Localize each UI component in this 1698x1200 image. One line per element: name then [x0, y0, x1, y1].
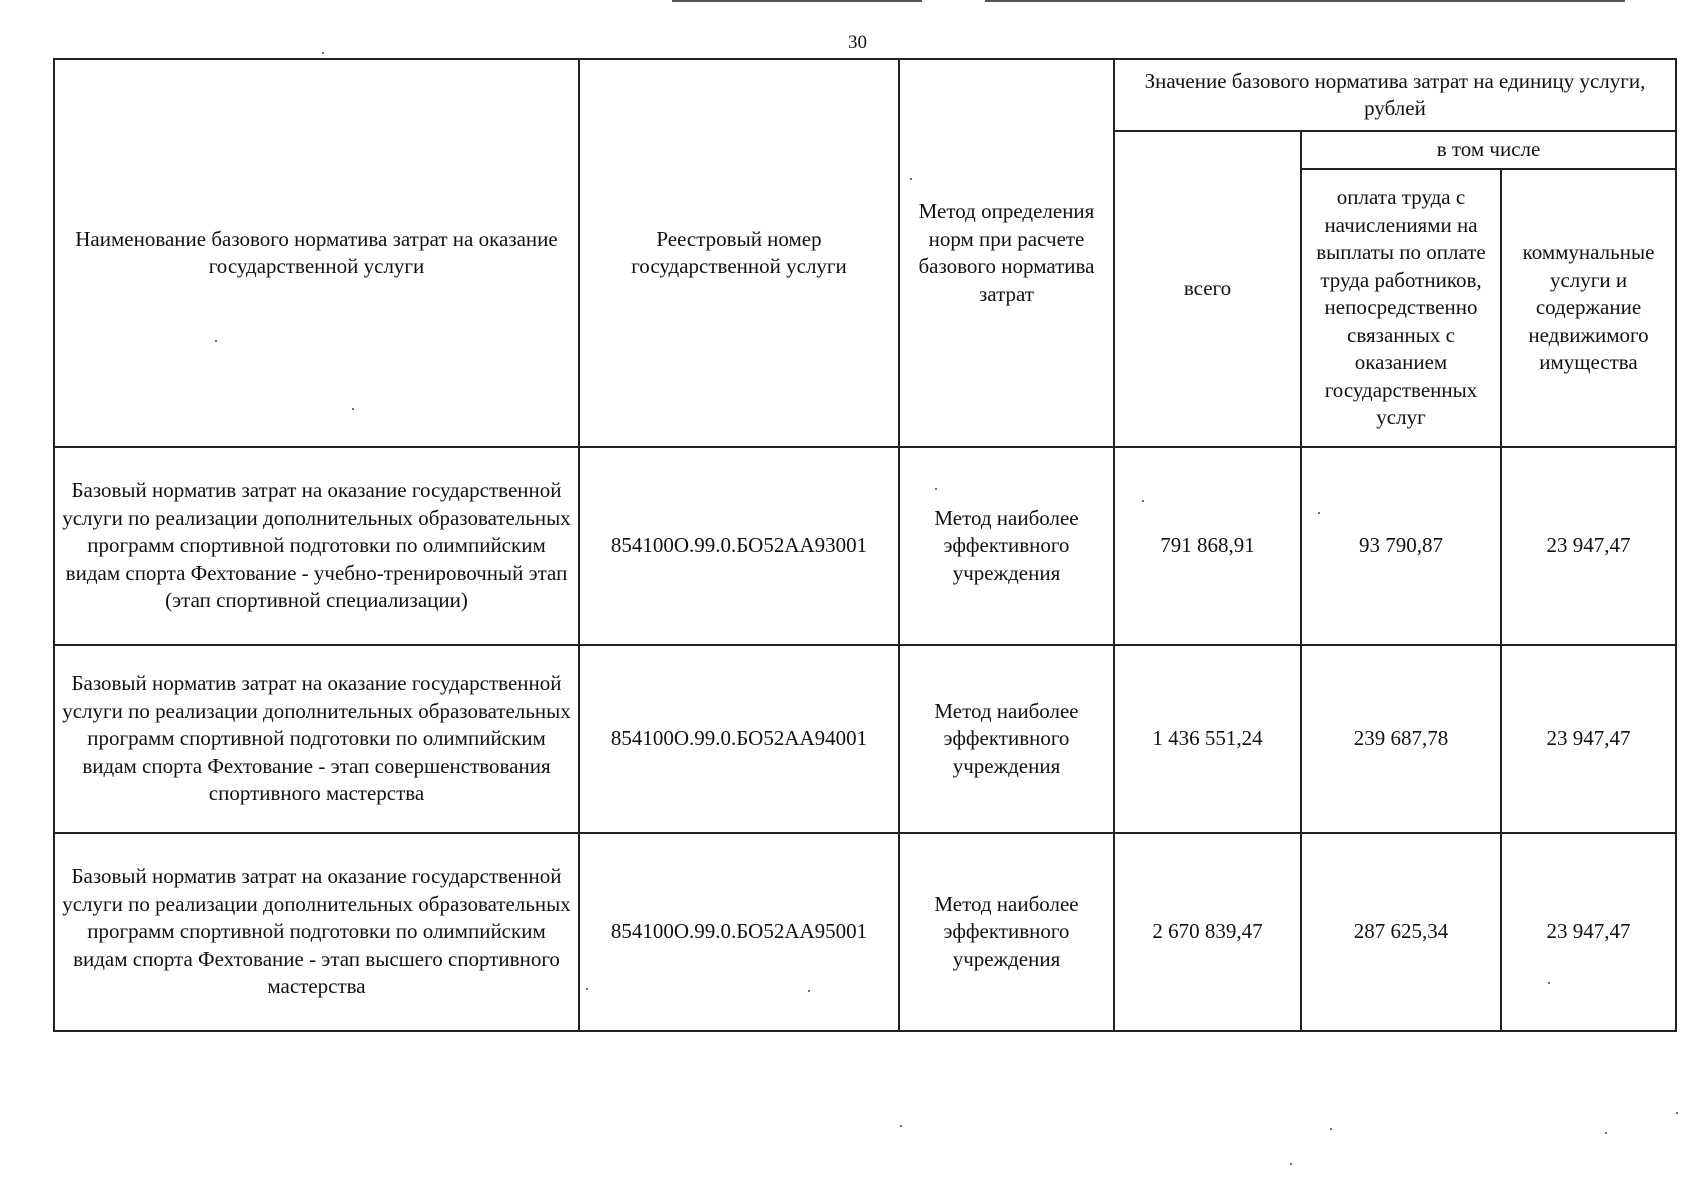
header-row-group	[54, 59, 1676, 131]
scan-speck	[1605, 1132, 1607, 1134]
cell-total: 791 868,91	[1114, 447, 1301, 645]
cell-utilities: 23 947,47	[1501, 447, 1676, 645]
header-value-group: Значение базового норматива затрат на единицу услуги, рублей	[1114, 59, 1676, 131]
scan-speck	[1290, 1163, 1292, 1165]
header-including: в том числе	[1301, 131, 1676, 169]
scan-speck	[935, 488, 937, 490]
cell-registry-number: 854100О.99.0.БО52АА93001	[579, 447, 899, 645]
scan-speck	[586, 988, 588, 990]
cell-total: 1 436 551,24	[1114, 645, 1301, 833]
cell-labor: 239 687,78	[1301, 645, 1501, 833]
scan-speck	[1142, 500, 1144, 502]
cell-name: Базовый норматив затрат на оказание государственной услуги по реализации дополнительных образовательных программ спортивной подготовки по олимпийским видам спорта Фехтование - этап высшего спортивного мастерства	[54, 833, 579, 1031]
scan-speck	[1318, 512, 1320, 514]
scan-speck	[1330, 1128, 1332, 1130]
scan-speck	[215, 340, 217, 342]
cell-utilities: 23 947,47	[1501, 833, 1676, 1031]
scan-speck	[1548, 982, 1550, 984]
header-utilities: коммунальные услуги и содержание недвижимого имущества	[1501, 169, 1676, 447]
header-total: всего	[1114, 131, 1301, 447]
norm-cost-table	[53, 58, 1677, 1032]
top-edge-rule	[672, 0, 922, 2]
scan-speck	[322, 52, 324, 54]
header-name: Наименование базового норматива затрат на оказание государственной услуги	[54, 59, 579, 447]
header-labor: оплата труда с начислениями на выплаты по оплате труда работников, непосредственно связанных с оказанием государственных услуг	[1301, 169, 1501, 447]
table-row	[54, 645, 1676, 833]
header-method: Метод определения норм при расчете базового норматива затрат	[899, 59, 1114, 447]
cell-method: Метод наиболее эффективного учреждения	[899, 833, 1114, 1031]
cell-method: Метод наиболее эффективного учреждения	[899, 645, 1114, 833]
cell-method: Метод наиболее эффективного учреждения	[899, 447, 1114, 645]
scan-speck	[808, 990, 810, 992]
table-row	[54, 833, 1676, 1031]
cell-name: Базовый норматив затрат на оказание государственной услуги по реализации дополнительных образовательных программ спортивной подготовки по олимпийским видам спорта Фехтование - учебно-тренировочный этап (этап спортивной специализации)	[54, 447, 579, 645]
table-row	[54, 447, 1676, 645]
cell-name: Базовый норматив затрат на оказание государственной услуги по реализации дополнительных образовательных программ спортивной подготовки по олимпийским видам спорта Фехтование - этап совершенствования спортивного мастерства	[54, 645, 579, 833]
cell-registry-number: 854100О.99.0.БО52АА95001	[579, 833, 899, 1031]
scan-speck	[910, 178, 912, 180]
top-edge-rule	[985, 0, 1625, 2]
cell-utilities: 23 947,47	[1501, 645, 1676, 833]
cell-labor: 287 625,34	[1301, 833, 1501, 1031]
scan-speck	[900, 1125, 902, 1127]
cell-registry-number: 854100О.99.0.БО52АА94001	[579, 645, 899, 833]
scan-speck	[1676, 1112, 1678, 1114]
page-number: 30	[848, 32, 867, 53]
cell-labor: 93 790,87	[1301, 447, 1501, 645]
cell-total: 2 670 839,47	[1114, 833, 1301, 1031]
header-registry-number: Реестровый номер государственной услуги	[579, 59, 899, 447]
scan-speck	[352, 408, 354, 410]
